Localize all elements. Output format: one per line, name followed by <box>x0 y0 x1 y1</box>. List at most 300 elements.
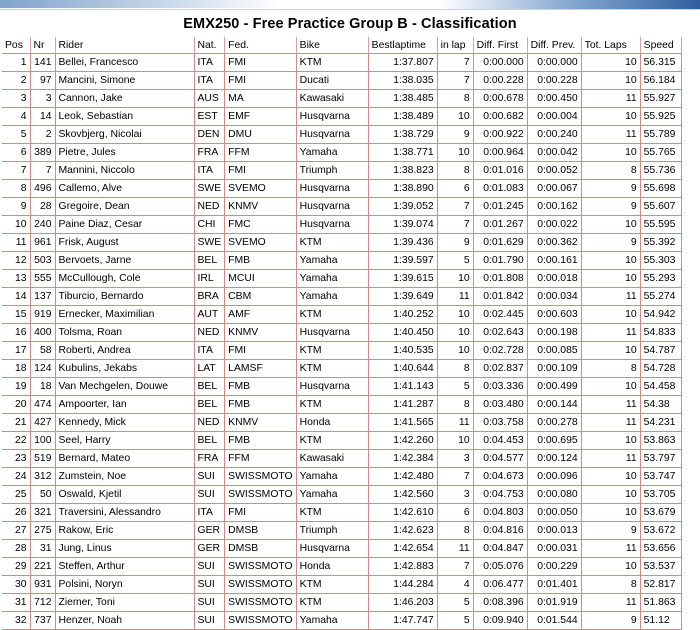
cell-diff-prev: 0:00.198 <box>527 324 581 342</box>
cell-nr: 737 <box>30 612 55 630</box>
cell-in-lap: 6 <box>437 504 473 522</box>
table-row <box>2 414 681 432</box>
cell-diff-first: 0:04.847 <box>473 540 527 558</box>
cell-speed: 55.303 <box>640 252 681 270</box>
cell-diff-prev: 0:00.450 <box>527 90 581 108</box>
cell-speed: 53.747 <box>640 468 681 486</box>
cell-in-lap: 7 <box>437 216 473 234</box>
cell-tot-laps: 10 <box>581 216 640 234</box>
table-row <box>2 360 681 378</box>
cell-pos: 5 <box>2 126 30 144</box>
cell-nat: DEN <box>194 126 225 144</box>
cell-speed: 54.231 <box>640 414 681 432</box>
column-header-rider: Rider <box>55 37 194 54</box>
table-row <box>2 504 681 522</box>
cell-nat: ITA <box>194 342 225 360</box>
cell-speed: 55.698 <box>640 180 681 198</box>
cell-bike: Yamaha <box>296 468 368 486</box>
cell-diff-prev: 0:00.278 <box>527 414 581 432</box>
table-row <box>2 468 681 486</box>
cell-nat: FRA <box>194 144 225 162</box>
table-row <box>2 612 681 630</box>
cell-speed: 55.927 <box>640 90 681 108</box>
cell-tot-laps: 10 <box>581 72 640 90</box>
page-title: EMX250 - Free Practice Group B - Classification <box>183 16 517 32</box>
cell-diff-first: 0:08.396 <box>473 594 527 612</box>
cell-nat: ITA <box>194 72 225 90</box>
cell-bestlaptime: 1:47.747 <box>368 612 437 630</box>
cell-nr: 519 <box>30 450 55 468</box>
cell-speed: 55.293 <box>640 270 681 288</box>
cell-fed: DMSB <box>225 540 296 558</box>
cell-diff-first: 0:04.753 <box>473 486 527 504</box>
cell-diff-prev: 0:00.018 <box>527 270 581 288</box>
cell-diff-first: 0:06.477 <box>473 576 527 594</box>
cell-pos: 26 <box>2 504 30 522</box>
cell-tot-laps: 10 <box>581 558 640 576</box>
cell-tot-laps: 9 <box>581 198 640 216</box>
cell-bike: Husqvarna <box>296 216 368 234</box>
cell-diff-first: 0:01.267 <box>473 216 527 234</box>
cell-rider: Jung, Linus <box>55 540 194 558</box>
cell-speed: 55.392 <box>640 234 681 252</box>
cell-diff-prev: 0:00.067 <box>527 180 581 198</box>
cell-pos: 31 <box>2 594 30 612</box>
table-row <box>2 486 681 504</box>
cell-rider: Leok, Sebastian <box>55 108 194 126</box>
cell-bike: KTM <box>296 504 368 522</box>
cell-nat: AUT <box>194 306 225 324</box>
cell-bestlaptime: 1:39.649 <box>368 288 437 306</box>
cell-in-lap: 11 <box>437 414 473 432</box>
cell-diff-prev: 0:00.052 <box>527 162 581 180</box>
cell-pos: 3 <box>2 90 30 108</box>
cell-bike: Yamaha <box>296 252 368 270</box>
cell-pos: 30 <box>2 576 30 594</box>
table-row <box>2 306 681 324</box>
cell-nat: SUI <box>194 594 225 612</box>
cell-speed: 52.817 <box>640 576 681 594</box>
cell-bike: KTM <box>296 342 368 360</box>
header-banner <box>0 0 700 14</box>
cell-fed: FMC <box>225 216 296 234</box>
cell-pos: 24 <box>2 468 30 486</box>
cell-rider: Cannon, Jake <box>55 90 194 108</box>
cell-bestlaptime: 1:42.480 <box>368 468 437 486</box>
cell-bestlaptime: 1:42.560 <box>368 486 437 504</box>
cell-tot-laps: 10 <box>581 144 640 162</box>
cell-bestlaptime: 1:38.771 <box>368 144 437 162</box>
cell-pos: 2 <box>2 72 30 90</box>
cell-diff-first: 0:02.445 <box>473 306 527 324</box>
cell-nat: SUI <box>194 576 225 594</box>
cell-fed: FFM <box>225 450 296 468</box>
cell-diff-first: 0:01.245 <box>473 198 527 216</box>
cell-tot-laps: 11 <box>581 126 640 144</box>
table-body <box>2 54 681 630</box>
cell-fed: LAMSF <box>225 360 296 378</box>
cell-rider: McCullough, Cole <box>55 270 194 288</box>
cell-fed: FMI <box>225 342 296 360</box>
cell-nat: ITA <box>194 162 225 180</box>
cell-bestlaptime: 1:42.623 <box>368 522 437 540</box>
cell-in-lap: 8 <box>437 522 473 540</box>
cell-diff-first: 0:00.228 <box>473 72 527 90</box>
cell-diff-first: 0:02.837 <box>473 360 527 378</box>
cell-bike: Kawasaki <box>296 450 368 468</box>
cell-bestlaptime: 1:44.284 <box>368 576 437 594</box>
cell-tot-laps: 10 <box>581 342 640 360</box>
cell-pos: 22 <box>2 432 30 450</box>
cell-nat: SWE <box>194 234 225 252</box>
cell-fed: KNMV <box>225 414 296 432</box>
cell-in-lap: 8 <box>437 90 473 108</box>
cell-diff-prev: 0:00.096 <box>527 468 581 486</box>
cell-diff-prev: 0:01.919 <box>527 594 581 612</box>
cell-bike: Yamaha <box>296 270 368 288</box>
cell-pos: 13 <box>2 270 30 288</box>
cell-speed: 56.184 <box>640 72 681 90</box>
cell-pos: 27 <box>2 522 30 540</box>
classification-table <box>2 37 682 630</box>
cell-bike: Ducati <box>296 72 368 90</box>
cell-fed: SWISSMOTO <box>225 486 296 504</box>
cell-nr: 28 <box>30 198 55 216</box>
cell-bike: Husqvarna <box>296 324 368 342</box>
cell-tot-laps: 10 <box>581 378 640 396</box>
cell-tot-laps: 9 <box>581 234 640 252</box>
cell-pos: 9 <box>2 198 30 216</box>
cell-bestlaptime: 1:38.890 <box>368 180 437 198</box>
cell-nat: BEL <box>194 396 225 414</box>
column-header-speed: Speed <box>640 37 681 54</box>
cell-bestlaptime: 1:38.485 <box>368 90 437 108</box>
cell-tot-laps: 8 <box>581 576 640 594</box>
cell-tot-laps: 10 <box>581 270 640 288</box>
cell-tot-laps: 10 <box>581 486 640 504</box>
cell-speed: 55.765 <box>640 144 681 162</box>
cell-pos: 28 <box>2 540 30 558</box>
cell-tot-laps: 10 <box>581 252 640 270</box>
cell-in-lap: 7 <box>437 198 473 216</box>
cell-nat: NED <box>194 324 225 342</box>
cell-pos: 12 <box>2 252 30 270</box>
cell-pos: 6 <box>2 144 30 162</box>
table-row <box>2 594 681 612</box>
cell-nr: 97 <box>30 72 55 90</box>
cell-bike: KTM <box>296 306 368 324</box>
cell-tot-laps: 11 <box>581 540 640 558</box>
cell-bestlaptime: 1:39.597 <box>368 252 437 270</box>
cell-nr: 312 <box>30 468 55 486</box>
cell-bike: Yamaha <box>296 144 368 162</box>
cell-nr: 221 <box>30 558 55 576</box>
cell-bestlaptime: 1:41.287 <box>368 396 437 414</box>
cell-in-lap: 7 <box>437 558 473 576</box>
cell-fed: SWISSMOTO <box>225 558 296 576</box>
cell-bike: Triumph <box>296 162 368 180</box>
cell-tot-laps: 11 <box>581 396 640 414</box>
cell-diff-first: 0:00.678 <box>473 90 527 108</box>
cell-diff-first: 0:01.016 <box>473 162 527 180</box>
cell-diff-prev: 0:00.240 <box>527 126 581 144</box>
table-row <box>2 72 681 90</box>
cell-diff-prev: 0:00.013 <box>527 522 581 540</box>
cell-pos: 19 <box>2 378 30 396</box>
cell-in-lap: 10 <box>437 324 473 342</box>
column-header-nat: Nat. <box>194 37 225 54</box>
cell-diff-prev: 0:00.000 <box>527 54 581 72</box>
cell-diff-first: 0:01.842 <box>473 288 527 306</box>
cell-diff-prev: 0:01.401 <box>527 576 581 594</box>
cell-speed: 55.925 <box>640 108 681 126</box>
cell-nr: 100 <box>30 432 55 450</box>
cell-fed: FMB <box>225 432 296 450</box>
cell-in-lap: 10 <box>437 342 473 360</box>
cell-tot-laps: 10 <box>581 504 640 522</box>
cell-nr: 58 <box>30 342 55 360</box>
cell-diff-prev: 0:00.124 <box>527 450 581 468</box>
cell-nr: 3 <box>30 90 55 108</box>
cell-in-lap: 10 <box>437 108 473 126</box>
cell-diff-prev: 0:00.161 <box>527 252 581 270</box>
cell-tot-laps: 10 <box>581 108 640 126</box>
cell-diff-prev: 0:00.229 <box>527 558 581 576</box>
cell-diff-prev: 0:01.544 <box>527 612 581 630</box>
cell-tot-laps: 10 <box>581 468 640 486</box>
cell-rider: Steffen, Arthur <box>55 558 194 576</box>
cell-fed: FMI <box>225 72 296 90</box>
cell-in-lap: 5 <box>437 378 473 396</box>
cell-diff-prev: 0:00.144 <box>527 396 581 414</box>
cell-fed: SWISSMOTO <box>225 612 296 630</box>
cell-bestlaptime: 1:38.823 <box>368 162 437 180</box>
cell-tot-laps: 9 <box>581 522 640 540</box>
cell-tot-laps: 9 <box>581 180 640 198</box>
cell-bike: Yamaha <box>296 486 368 504</box>
cell-rider: Pietre, Jules <box>55 144 194 162</box>
cell-bestlaptime: 1:42.883 <box>368 558 437 576</box>
table-row <box>2 180 681 198</box>
cell-diff-first: 0:00.000 <box>473 54 527 72</box>
cell-pos: 1 <box>2 54 30 72</box>
cell-bike: KTM <box>296 234 368 252</box>
cell-diff-prev: 0:00.050 <box>527 504 581 522</box>
cell-fed: EMF <box>225 108 296 126</box>
cell-diff-first: 0:00.922 <box>473 126 527 144</box>
cell-rider: Callemo, Alve <box>55 180 194 198</box>
table-row <box>2 288 681 306</box>
cell-rider: Mancini, Simone <box>55 72 194 90</box>
cell-nr: 931 <box>30 576 55 594</box>
cell-diff-first: 0:03.758 <box>473 414 527 432</box>
table-row <box>2 342 681 360</box>
cell-in-lap: 10 <box>437 144 473 162</box>
cell-in-lap: 7 <box>437 54 473 72</box>
cell-in-lap: 10 <box>437 432 473 450</box>
column-header-diff-first: Diff. First <box>473 37 527 54</box>
cell-in-lap: 9 <box>437 234 473 252</box>
cell-bike: Husqvarna <box>296 540 368 558</box>
cell-bike: KTM <box>296 594 368 612</box>
table-row <box>2 432 681 450</box>
cell-nat: ITA <box>194 54 225 72</box>
table-row <box>2 252 681 270</box>
cell-diff-prev: 0:00.034 <box>527 288 581 306</box>
cell-nr: 496 <box>30 180 55 198</box>
cell-nr: 275 <box>30 522 55 540</box>
cell-tot-laps: 11 <box>581 288 640 306</box>
cell-bike: Husqvarna <box>296 180 368 198</box>
banner-stripe-left <box>0 0 280 8</box>
cell-speed: 51.12 <box>640 612 681 630</box>
cell-rider: Roberti, Andrea <box>55 342 194 360</box>
cell-nat: SUI <box>194 468 225 486</box>
cell-pos: 29 <box>2 558 30 576</box>
cell-pos: 10 <box>2 216 30 234</box>
column-header-bestlaptime: Bestlaptime <box>368 37 437 54</box>
cell-nr: 400 <box>30 324 55 342</box>
cell-tot-laps: 10 <box>581 306 640 324</box>
cell-diff-first: 0:03.480 <box>473 396 527 414</box>
cell-pos: 8 <box>2 180 30 198</box>
cell-nr: 2 <box>30 126 55 144</box>
table-row <box>2 54 681 72</box>
column-header-in-lap: in lap <box>437 37 473 54</box>
cell-bestlaptime: 1:40.644 <box>368 360 437 378</box>
cell-fed: FMI <box>225 162 296 180</box>
table-row <box>2 126 681 144</box>
column-header-fed: Fed. <box>225 37 296 54</box>
cell-diff-first: 0:01.790 <box>473 252 527 270</box>
column-header-pos: Pos <box>2 37 30 54</box>
cell-fed: MCUI <box>225 270 296 288</box>
cell-speed: 53.863 <box>640 432 681 450</box>
cell-bike: Husqvarna <box>296 198 368 216</box>
cell-fed: KNMV <box>225 198 296 216</box>
cell-bestlaptime: 1:41.143 <box>368 378 437 396</box>
cell-in-lap: 4 <box>437 576 473 594</box>
cell-diff-prev: 0:00.085 <box>527 342 581 360</box>
cell-tot-laps: 10 <box>581 432 640 450</box>
table-row <box>2 558 681 576</box>
cell-diff-first: 0:04.577 <box>473 450 527 468</box>
cell-diff-prev: 0:00.162 <box>527 198 581 216</box>
cell-rider: Paine Diaz, Cesar <box>55 216 194 234</box>
cell-fed: SWISSMOTO <box>225 576 296 594</box>
cell-in-lap: 8 <box>437 162 473 180</box>
cell-tot-laps: 8 <box>581 162 640 180</box>
cell-fed: AMF <box>225 306 296 324</box>
cell-diff-first: 0:02.728 <box>473 342 527 360</box>
cell-nr: 919 <box>30 306 55 324</box>
column-header-diff-prev: Diff. Prev. <box>527 37 581 54</box>
cell-speed: 55.607 <box>640 198 681 216</box>
cell-fed: KNMV <box>225 324 296 342</box>
cell-fed: FMB <box>225 252 296 270</box>
cell-fed: FMB <box>225 378 296 396</box>
table-row <box>2 396 681 414</box>
cell-diff-first: 0:04.453 <box>473 432 527 450</box>
cell-rider: Kennedy, Mick <box>55 414 194 432</box>
cell-bike: KTM <box>296 360 368 378</box>
cell-in-lap: 5 <box>437 612 473 630</box>
cell-diff-prev: 0:00.022 <box>527 216 581 234</box>
cell-fed: MA <box>225 90 296 108</box>
cell-nr: 474 <box>30 396 55 414</box>
cell-rider: Oswald, Kjetil <box>55 486 194 504</box>
cell-in-lap: 6 <box>437 180 473 198</box>
cell-bestlaptime: 1:41.565 <box>368 414 437 432</box>
cell-rider: Bervoets, Jarne <box>55 252 194 270</box>
cell-bestlaptime: 1:40.252 <box>368 306 437 324</box>
cell-fed: FMB <box>225 396 296 414</box>
cell-speed: 51.863 <box>640 594 681 612</box>
cell-diff-prev: 0:00.695 <box>527 432 581 450</box>
cell-in-lap: 7 <box>437 468 473 486</box>
cell-in-lap: 10 <box>437 306 473 324</box>
cell-bike: Yamaha <box>296 288 368 306</box>
table-row <box>2 522 681 540</box>
table-row <box>2 540 681 558</box>
table-row <box>2 324 681 342</box>
cell-diff-prev: 0:00.228 <box>527 72 581 90</box>
cell-nr: 240 <box>30 216 55 234</box>
cell-rider: Ernecker, Maximilian <box>55 306 194 324</box>
cell-diff-first: 0:04.803 <box>473 504 527 522</box>
cell-nat: NED <box>194 198 225 216</box>
cell-bestlaptime: 1:39.436 <box>368 234 437 252</box>
cell-nat: BEL <box>194 252 225 270</box>
cell-diff-first: 0:01.629 <box>473 234 527 252</box>
cell-bestlaptime: 1:38.489 <box>368 108 437 126</box>
cell-nat: LAT <box>194 360 225 378</box>
cell-nat: IRL <box>194 270 225 288</box>
cell-rider: Van Mechgelen, Douwe <box>55 378 194 396</box>
cell-in-lap: 3 <box>437 450 473 468</box>
cell-nr: 137 <box>30 288 55 306</box>
cell-pos: 16 <box>2 324 30 342</box>
cell-diff-first: 0:01.808 <box>473 270 527 288</box>
cell-tot-laps: 11 <box>581 414 640 432</box>
cell-diff-first: 0:02.643 <box>473 324 527 342</box>
cell-tot-laps: 11 <box>581 594 640 612</box>
cell-nat: AUS <box>194 90 225 108</box>
cell-rider: Ziemer, Toni <box>55 594 194 612</box>
cell-in-lap: 5 <box>437 594 473 612</box>
table-row <box>2 108 681 126</box>
cell-diff-prev: 0:00.603 <box>527 306 581 324</box>
cell-fed: FMI <box>225 54 296 72</box>
cell-speed: 53.705 <box>640 486 681 504</box>
cell-tot-laps: 9 <box>581 612 640 630</box>
cell-bike: Husqvarna <box>296 378 368 396</box>
cell-diff-first: 0:04.673 <box>473 468 527 486</box>
cell-rider: Seel, Harry <box>55 432 194 450</box>
cell-nat: BRA <box>194 288 225 306</box>
cell-rider: Traversini, Alessandro <box>55 504 194 522</box>
cell-bestlaptime: 1:39.615 <box>368 270 437 288</box>
cell-fed: SVEMO <box>225 234 296 252</box>
cell-bike: Honda <box>296 558 368 576</box>
table-row <box>2 198 681 216</box>
table-row <box>2 450 681 468</box>
cell-nat: ITA <box>194 504 225 522</box>
cell-speed: 56.315 <box>640 54 681 72</box>
cell-diff-prev: 0:00.109 <box>527 360 581 378</box>
cell-fed: DMSB <box>225 522 296 540</box>
column-header-bike: Bike <box>296 37 368 54</box>
